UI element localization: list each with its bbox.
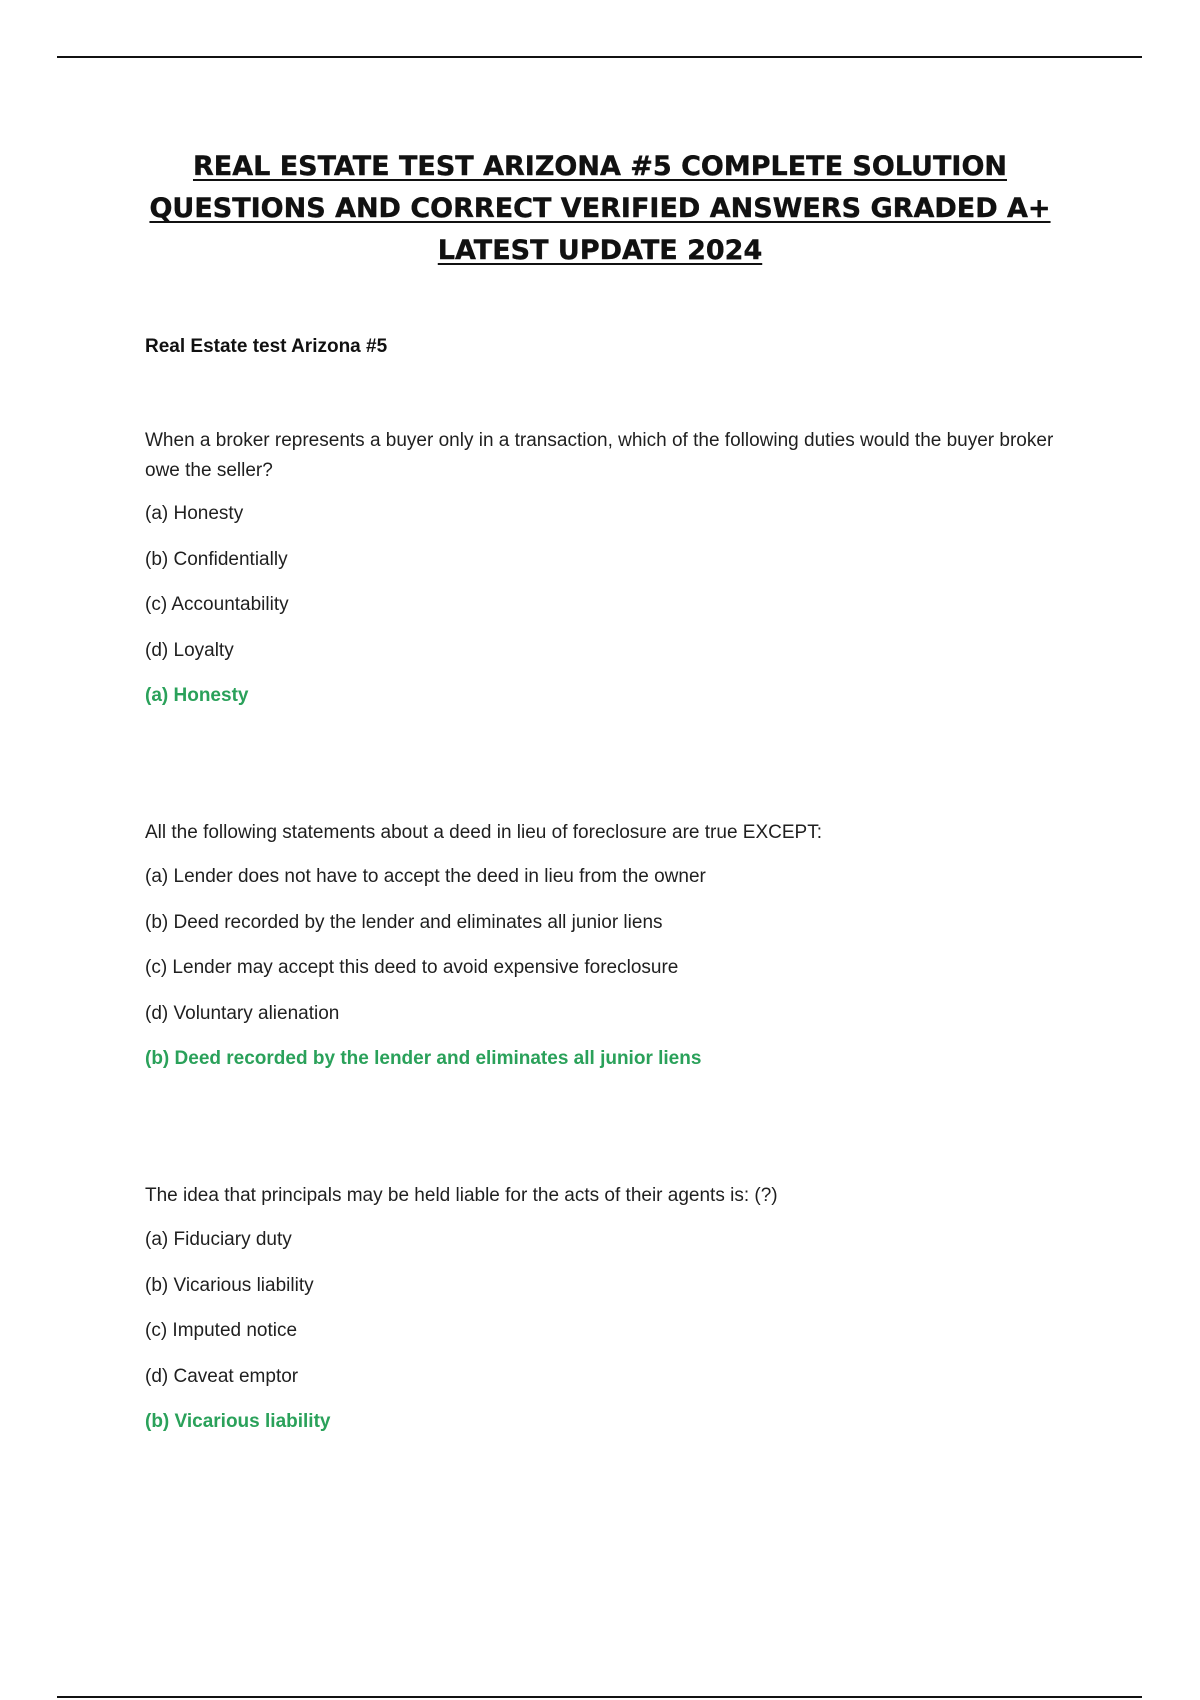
bottom-rule: [57, 1696, 1142, 1698]
question-1-option-d: (d) Loyalty: [145, 640, 234, 661]
question-1-prompt: When a broker represents a buyer only in a transaction, which of the following duties would the buyer broker owe the seller?: [145, 430, 1054, 481]
top-rule: [57, 56, 1142, 58]
question-2-option-d: (d) Voluntary alienation: [145, 1003, 340, 1024]
question-3-option-b: (b) Vicarious liability: [145, 1275, 314, 1296]
question-1-option-a: (a) Honesty: [145, 503, 244, 524]
question-2-prompt: All the following statements about a deed in lieu of foreclosure are true EXCEPT:: [145, 822, 822, 843]
question-2-option-a: (a) Lender does not have to accept the deed in lieu from the owner: [145, 866, 706, 887]
title-line: LATEST UPDATE 2024: [437, 235, 763, 266]
question-1-option-b: (b) Confidentially: [145, 549, 288, 570]
question-2-answer: (b) Deed recorded by the lender and eliminates all junior liens: [145, 1048, 702, 1069]
question-3-prompt: The idea that principals may be held liable for the acts of their agents is: (?): [145, 1185, 778, 1206]
question-2-option-c: (c) Lender may accept this deed to avoid expensive foreclosure: [145, 957, 679, 978]
title-line: QUESTIONS AND CORRECT VERIFIED ANSWERS GRADED A+: [149, 193, 1051, 224]
question-3-answer: (b) Vicarious liability: [145, 1411, 331, 1432]
title-line: REAL ESTATE TEST ARIZONA #5 COMPLETE SOLUTION: [192, 151, 1007, 182]
question-1-option-c: (c) Accountability: [145, 594, 289, 615]
question-3-option-c: (c) Imputed notice: [145, 1320, 298, 1341]
question-3-option-d: (d) Caveat emptor: [145, 1366, 299, 1387]
document-subtitle: Real Estate test Arizona #5: [145, 336, 388, 357]
question-2-option-b: (b) Deed recorded by the lender and eliminates all junior liens: [145, 912, 663, 933]
page-title: [120, 146, 1080, 272]
question-1-answer: (a) Honesty: [145, 685, 249, 706]
question-3-option-a: (a) Fiduciary duty: [145, 1229, 292, 1250]
